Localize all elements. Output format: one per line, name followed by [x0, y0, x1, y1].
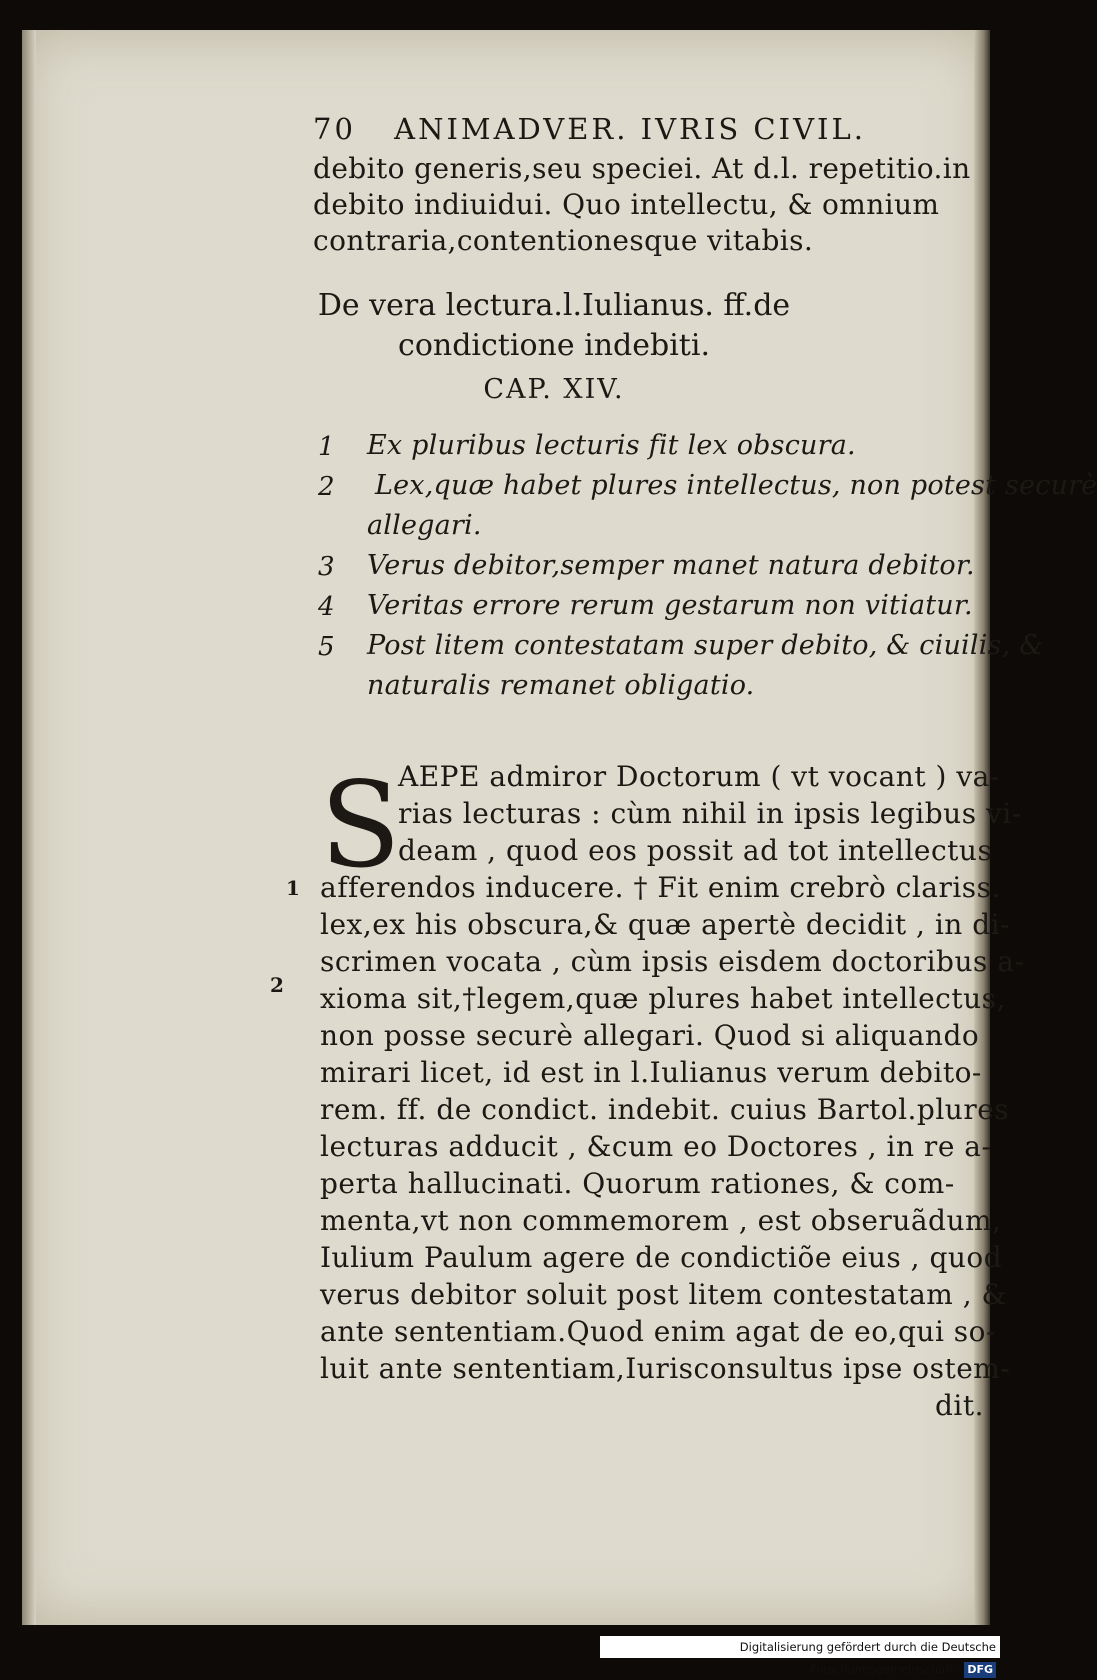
- body-line: perta hallucinati. Quorum rationes, & com-: [320, 1167, 955, 1200]
- body-line: AEPE admiror Doctorum ( vt vocant ) va-: [398, 760, 1000, 793]
- summary-item: Lex,quæ habet plures intellectus, non potest securè: [375, 470, 1097, 501]
- page-number: 70: [313, 112, 356, 146]
- summary-number: 2: [318, 472, 335, 502]
- summary-item: Post litem contestatam super debito, & ciuilis, &: [367, 630, 1044, 661]
- chapter-title-line: De vera lectura.l.Iulianus. ff.de: [317, 288, 791, 323]
- summary-number: 5: [318, 632, 335, 662]
- intro-line: debito generis,seu speciei. At d.l. repetitio.in: [313, 152, 971, 185]
- body-line: deam , quod eos possit ad tot intellectus: [398, 834, 993, 867]
- summary-number: 1: [318, 432, 335, 462]
- body-line: rias lecturas : cùm nihil in ipsis legibus vi-: [398, 797, 1022, 830]
- body-line: non posse securè allegari. Quod si aliquando: [320, 1019, 980, 1052]
- summary-item: Ex pluribus lecturis fit lex obscura.: [367, 430, 856, 461]
- body-line: lecturas adducit , &cum eo Doctores , in re a-: [320, 1130, 992, 1163]
- body-line: menta,vt non commemorem , est obseruãdum,: [320, 1204, 1002, 1237]
- body-line: lex,ex his obscura,& quæ apertè decidit , in di-: [320, 908, 1011, 941]
- credit-text: Digitalisierung gefördert durch die Deutsche Forschungsgemeinschaft -: [739, 1640, 996, 1676]
- summary-item-continuation: allegari.: [367, 510, 482, 541]
- body-line: verus debitor soluit post litem contestatam , &: [320, 1278, 1007, 1311]
- body-line: scrimen vocata , cùm ipsis eisdem doctoribus a-: [320, 945, 1025, 978]
- summary-number: 4: [318, 592, 335, 622]
- drop-cap: S: [320, 756, 401, 894]
- marginal-note: 1: [286, 876, 300, 900]
- page-gutter-shadow: [22, 30, 36, 1625]
- body-line: mirari licet, id est in l.Iulianus verum debito-: [320, 1056, 982, 1089]
- summary-number: 3: [318, 552, 335, 582]
- body-line: ante sententiam.Quod enim agat de eo,qui so-: [320, 1315, 996, 1348]
- intro-line: contraria,contentionesque vitabis.: [313, 224, 814, 257]
- digitization-credit: [600, 1636, 1000, 1676]
- summary-item: Veritas errore rerum gestarum non vitiatur.: [367, 590, 973, 621]
- body-line: afferendos inducere. † Fit enim crebrò clariss.: [320, 871, 1001, 904]
- dfg-logo: DFG: [964, 1662, 996, 1678]
- body-line: xioma sit,†legem,quæ plures habet intellectus,: [320, 982, 1006, 1015]
- body-line: dit.: [935, 1389, 985, 1422]
- chapter-title-line: condictione indebiti.: [398, 328, 710, 363]
- running-header: [313, 112, 866, 146]
- marginal-note: 2: [270, 973, 284, 997]
- body-line: rem. ff. de condict. indebit. cuius Bartol.plures: [320, 1093, 1010, 1126]
- chapter-number: CAP. XIV.: [483, 374, 625, 405]
- summary-item: Verus debitor,semper manet natura debitor.: [367, 550, 975, 581]
- body-line: luit ante sententiam,Iurisconsultus ipse ostem-: [320, 1352, 1011, 1385]
- running-title: ANIMADVER. IVRIS CIVIL.: [394, 112, 866, 146]
- summary-item-continuation: naturalis remanet obligatio.: [367, 670, 755, 701]
- body-line: Iulium Paulum agere de condictiõe eius , quod: [320, 1241, 1003, 1274]
- intro-line: debito indiuidui. Quo intellectu, & omnium: [313, 188, 940, 221]
